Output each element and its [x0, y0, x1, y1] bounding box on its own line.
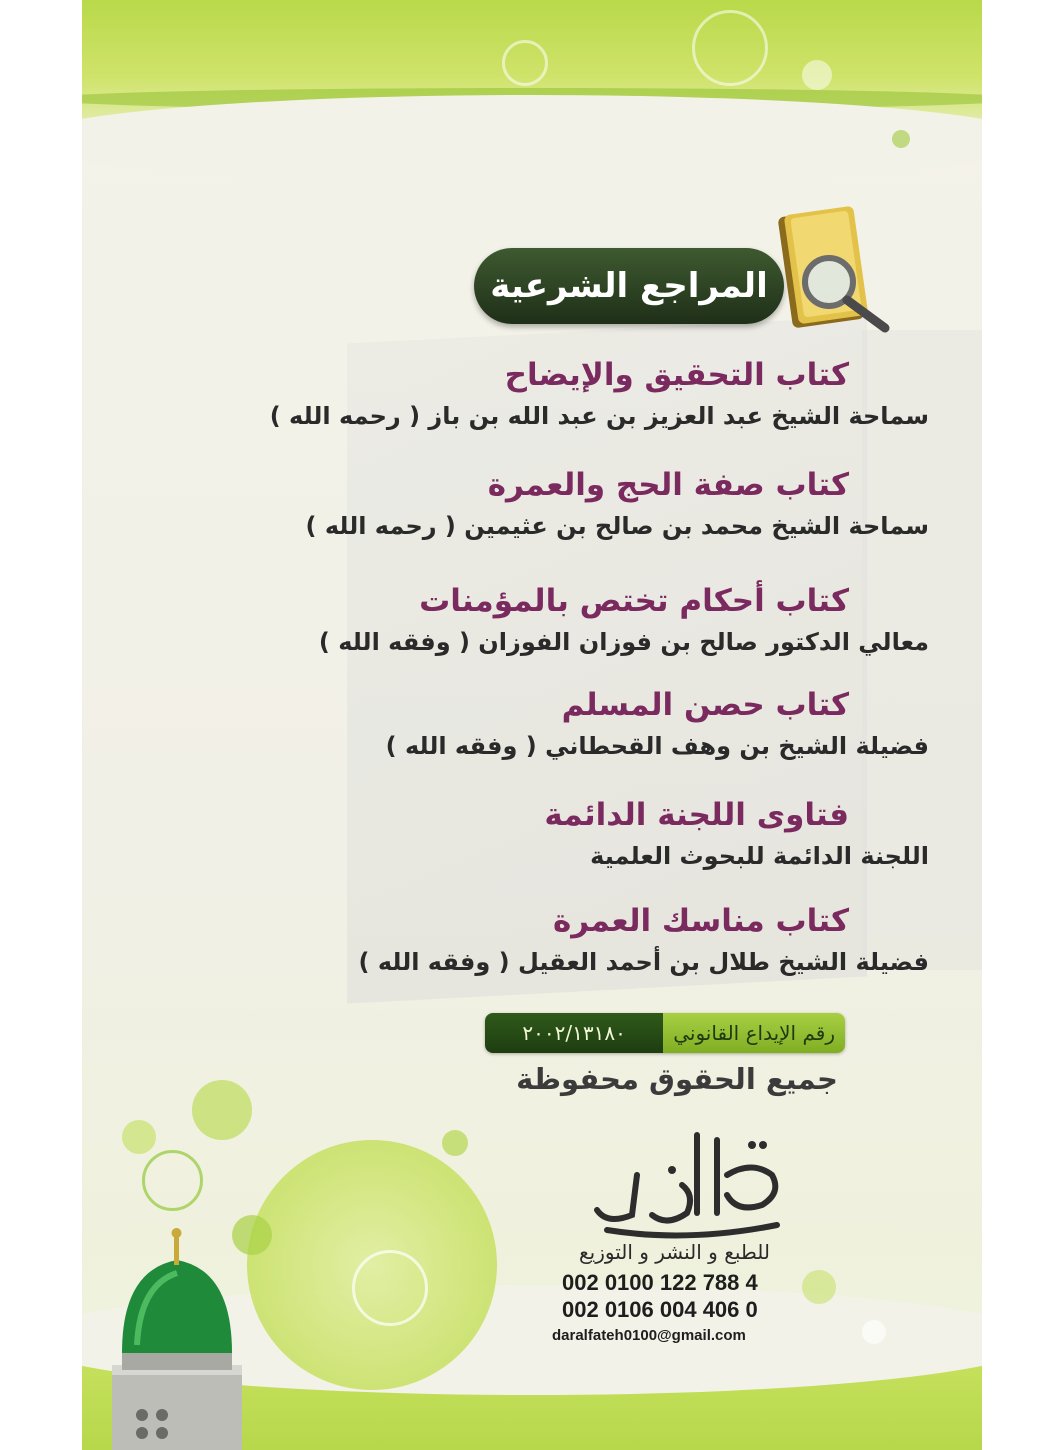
legal-deposit-badge	[485, 1013, 845, 1053]
reference-author: فضيلة الشيخ طلال بن أحمد العقيل ( وفقه الله )	[358, 948, 929, 976]
reference-title: كتاب التحقيق والإيضاح	[504, 357, 849, 393]
reference-title: كتاب أحكام تختص بالمؤمنات	[419, 583, 849, 619]
reference-title: كتاب صفة الحج والعمرة	[487, 467, 849, 503]
email-address[interactable]: daralfateh0100@gmail.com	[552, 1327, 746, 1344]
flower-decoration	[502, 40, 548, 86]
phone-number-1: 002 0100 122 788 4	[562, 1270, 758, 1295]
section-title: المراجع الشرعية	[490, 266, 768, 306]
reference-author: سماحة الشيخ عبد العزيز بن عبد الله بن باز ( رحمه الله )	[269, 402, 929, 430]
flower-decoration	[142, 1150, 203, 1211]
bubble-decoration	[862, 1320, 886, 1344]
green-dome-mosque-image	[82, 1215, 257, 1450]
reference-author: سماحة الشيخ محمد بن صالح بن عثيمين ( رحمه الله )	[305, 512, 929, 540]
bubble-decoration	[122, 1120, 156, 1154]
copyright-notice: جميع الحقوق محفوظة	[516, 1062, 838, 1096]
publisher-logo	[577, 1115, 797, 1245]
reference-title: كتاب مناسك العمرة	[552, 903, 849, 939]
phone-number-2: 002 0106 004 406 0	[562, 1297, 758, 1322]
legal-deposit-label: رقم الإيداع القانوني	[663, 1013, 845, 1053]
reference-author: اللجنة الدائمة للبحوث العلمية	[590, 842, 929, 870]
reference-author: معالي الدكتور صالح بن فوزان الفوزان ( وفقه الله )	[318, 628, 929, 656]
book-magnifier-icon	[767, 200, 907, 340]
section-header	[474, 248, 784, 324]
reference-item	[282, 682, 937, 764]
flower-decoration	[352, 1250, 428, 1326]
bubble-decoration	[442, 1130, 468, 1156]
references-list	[269, 352, 937, 980]
legal-deposit-number: ٢٠٠٢/١٣١٨٠	[485, 1013, 663, 1053]
bubble-decoration	[802, 1270, 836, 1304]
reference-title: فتاوى اللجنة الدائمة	[544, 797, 849, 833]
reference-item	[282, 462, 937, 544]
reference-item	[282, 898, 937, 980]
reference-author: فضيلة الشيخ بن وهف القحطاني ( وفقه الله )	[385, 732, 929, 760]
bubble-decoration	[192, 1080, 252, 1140]
publisher-tagline: للطبع و النشر و التوزيع	[579, 1240, 770, 1264]
reference-item	[282, 578, 937, 660]
top-curve	[82, 95, 982, 185]
flower-decoration	[692, 10, 768, 86]
bubble-decoration	[892, 130, 910, 148]
reference-title: كتاب حصن المسلم	[561, 687, 849, 723]
bubble-decoration	[802, 60, 832, 90]
reference-item	[269, 352, 937, 434]
reference-item	[282, 792, 937, 874]
book-back-cover	[82, 0, 982, 1450]
